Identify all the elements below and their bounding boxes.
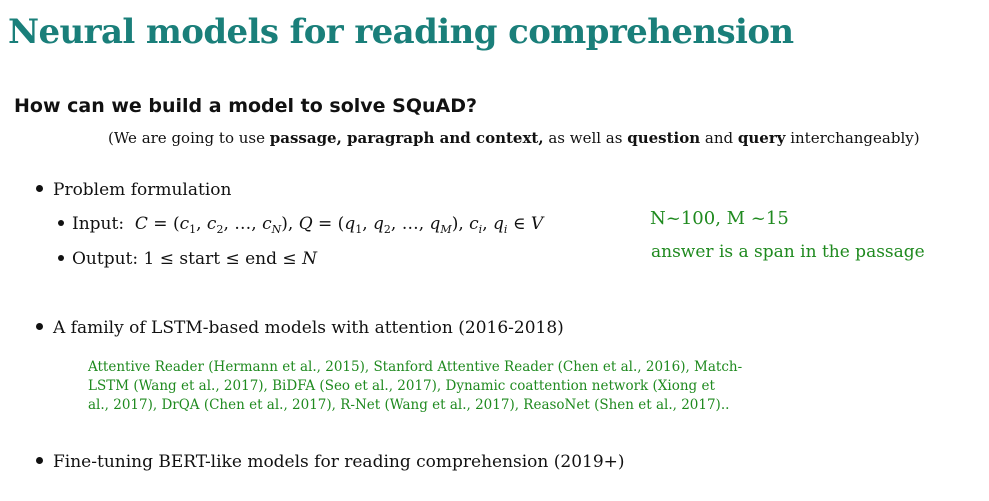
bullet-lstm-text: A family of LSTM-based models with attention (2016-2018) <box>53 318 564 338</box>
citation-line: LSTM (Wang et al., 2017), BiDFA (Seo et al., 2017), Dynamic coattention network (Xiong et <box>88 378 715 394</box>
side-note-span: answer is a span in the passage <box>651 242 925 262</box>
bullet-dot-icon <box>58 255 64 261</box>
bullet-lstm-models <box>36 318 564 338</box>
section-heading: How can we build a model to solve SQuAD? <box>14 95 478 117</box>
note-bold-passage: passage, paragraph and context, <box>269 129 544 147</box>
bullet-problem-text: Problem formulation <box>53 180 232 200</box>
output-formula: 1 ≤ start ≤ end ≤ N <box>143 249 317 269</box>
note-mid-2: and <box>700 129 738 147</box>
sub-bullet-input <box>58 214 543 234</box>
note-bold-query: query <box>737 129 786 147</box>
note-suffix: interchangeably) <box>785 129 920 147</box>
bullet-bert-text: Fine-tuning BERT-like models for reading comprehension (2019+) <box>53 452 625 472</box>
citation-line: al., 2017), DrQA (Chen et al., 2017), R-Net (Wang et al., 2017), ReasoNet (Shen et al., 2017).. <box>88 397 730 413</box>
bullet-dot-icon <box>36 323 43 330</box>
bullet-dot-icon <box>58 220 64 226</box>
note-mid-1: as well as <box>543 129 628 147</box>
bullet-bert-finetuning <box>36 452 625 472</box>
note-bold-question: question <box>627 129 701 147</box>
input-formula: $C = (c_1$, $c_2$, …, $c_N$), $Q = (q_1$, $q_2$, …, $q_M$), $c_i$, $q_i$ ∈ V <box>134 214 544 236</box>
bullet-dot-icon <box>36 185 43 192</box>
side-note-sizes: N~100, M ~15 <box>650 208 789 229</box>
bullet-problem-formulation <box>36 180 231 200</box>
slide-title: Neural models for reading comprehension <box>8 12 794 52</box>
citations-list <box>88 358 768 415</box>
citation-line: Attentive Reader (Hermann et al., 2015), Stanford Attentive Reader (Chen et al., 2016), Match- <box>88 359 743 375</box>
note-prefix: (We are going to use <box>108 129 270 147</box>
bullet-dot-icon <box>36 457 43 464</box>
terminology-note <box>108 129 920 147</box>
sub-bullet-output <box>58 249 317 269</box>
input-label: Input: <box>72 214 125 234</box>
output-label: Output: <box>72 249 139 269</box>
